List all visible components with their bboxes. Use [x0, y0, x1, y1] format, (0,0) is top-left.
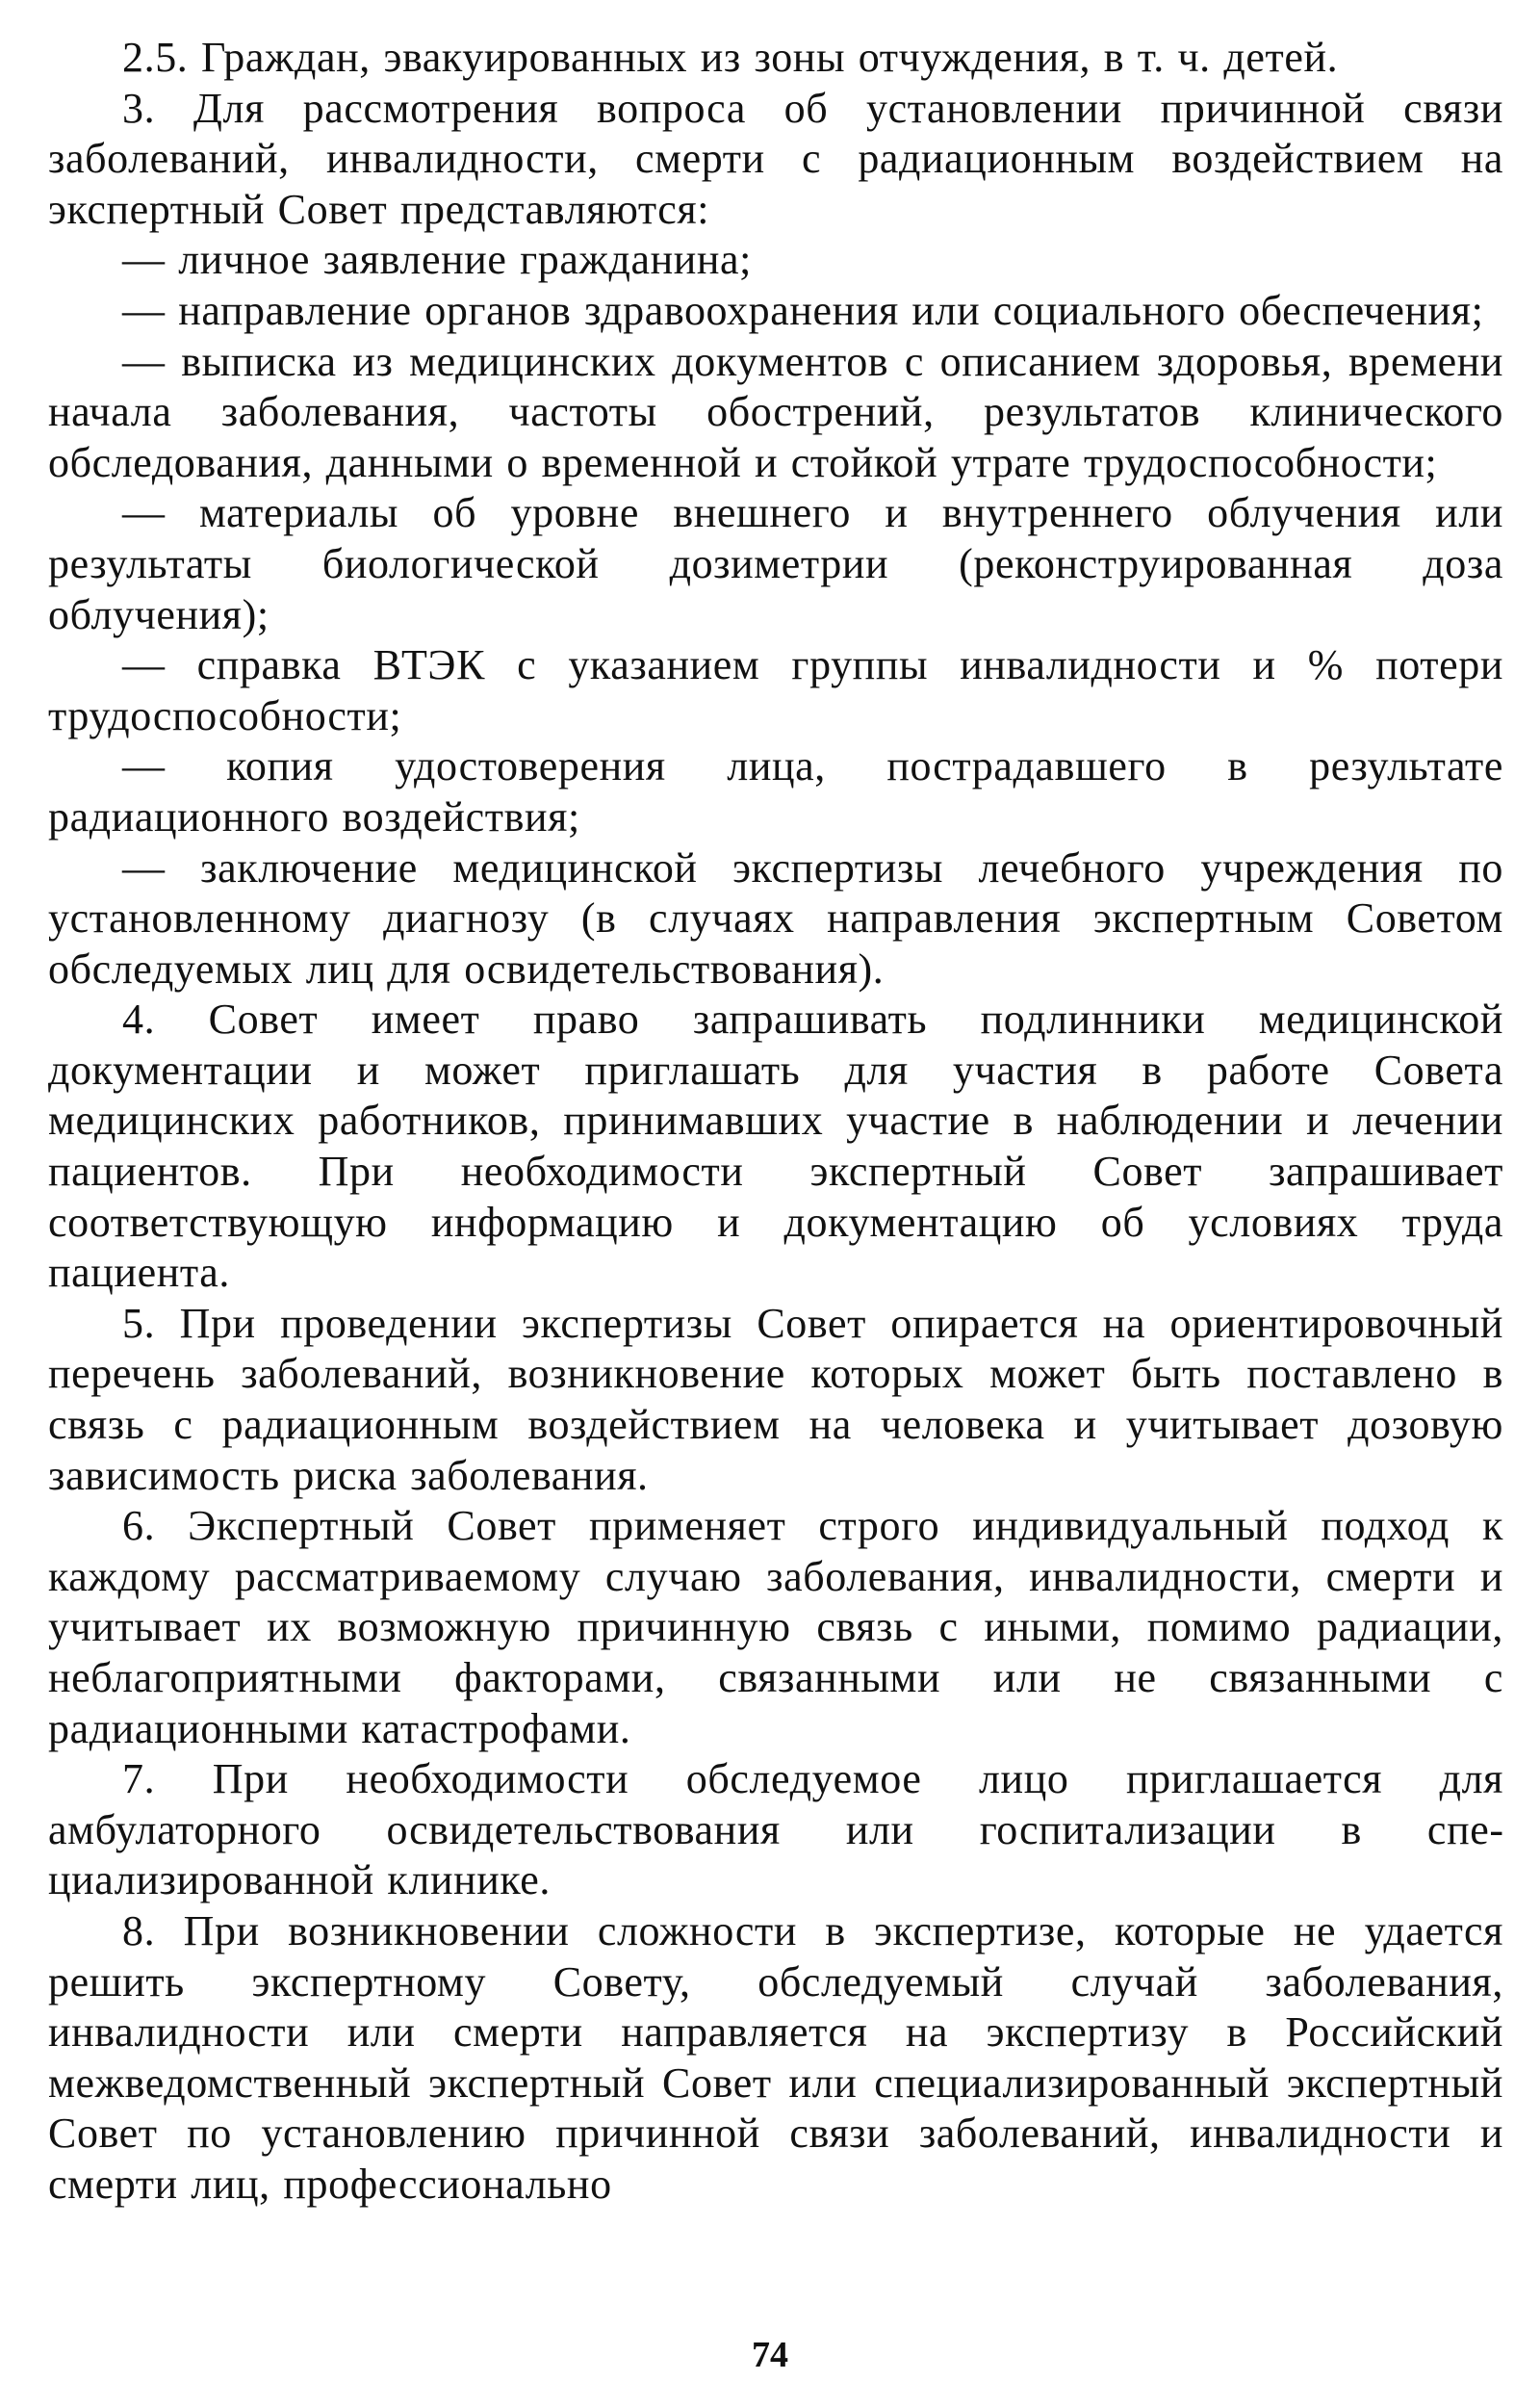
paragraph-5: 5. При проведении экспертизы Совет опирается на ориентировочный перечень заболеваний, возникновение которых может быть поставлено в связь с радиационным воздействием на человека и учитывает дозовую зависимость риска заболевания.	[48, 1299, 1503, 1499]
page-number: 74	[752, 2335, 788, 2375]
paragraph-4: 4. Совет имеет право запрашивать подлинники медицинской документации и может приглашать для участия в работе Совета медицинских работников, принимавших участие в наблюдении и лечении пациентов. При необходимости экспертный Совет запрашивает соответствующую информацию и документацию об условиях труда пациента.	[48, 996, 1503, 1297]
list-item-application: — личное заявление гражданина;	[122, 236, 752, 284]
paragraph-2-5: 2.5. Граждан, эвакуированных из зоны отчуждения, в т. ч. детей.	[122, 34, 1339, 81]
page-body	[48, 33, 1503, 2211]
paragraph-6: 6. Экспертный Совет применяет строго индивидуальный подход к каждому рассматриваемому случаю заболевания, инвалидности, смерти и учитывает их возможную причинную связь с иными, помимо радиации, неблагоприятными факторами, связанными или не связанными с радиационными катастрофами.	[48, 1502, 1503, 1752]
list-item-referral: — направление органов здравоохранения или социального обеспечения;	[122, 286, 1484, 334]
paragraph-8: 8. При возникновении сложности в экспертизе, которые не удается решить экспертному Совету, обследуемый случай заболевания, инвалидности или смерти направляется на экспертизу в Российский межведомственный экспертный Совет или специализированный экспертный Совет по установлению причинной связи заболеваний, инвалидности и смерти лиц, профессионально	[48, 1906, 1503, 2208]
list-item-expert-conclusion: — заключение медицинской экспертизы лечебного учреждения по установленному диагнозу (в случаях направления экспертным Советом обследуемых лиц для освидетельствования).	[48, 843, 1503, 993]
list-item-exposure-materials: — материалы об уровне внешнего и внутреннего облучения или результаты биологической дозиметрии (реконструированная доза облучения);	[48, 489, 1503, 638]
list-item-id-copy: — копия удостоверения лица, пострадавшего в результате радиационного воздействия;	[48, 742, 1503, 841]
paragraph-7: 7. При необходимости обследуемое лицо приглашается для амбулаторного освидетельствования или госпитализации в специализированной клинике.	[48, 1755, 1503, 1904]
list-item-medical-extract: — выписка из медицинских документов с описанием здоровья, времени начала заболевания, частоты обострений, результатов клинического обследования, данными о временной и стойкой утрате трудоспособности;	[48, 337, 1503, 486]
list-item-vtek-certificate: — справка ВТЭК с указанием группы инвалидности и % потери трудоспособности;	[48, 641, 1503, 739]
paragraph-3: 3. Для рассмотрения вопроса об установлении причинной связи заболеваний, инвалидности, смерти с радиационным воздействием на экспертный Совет представляются:	[48, 84, 1503, 233]
